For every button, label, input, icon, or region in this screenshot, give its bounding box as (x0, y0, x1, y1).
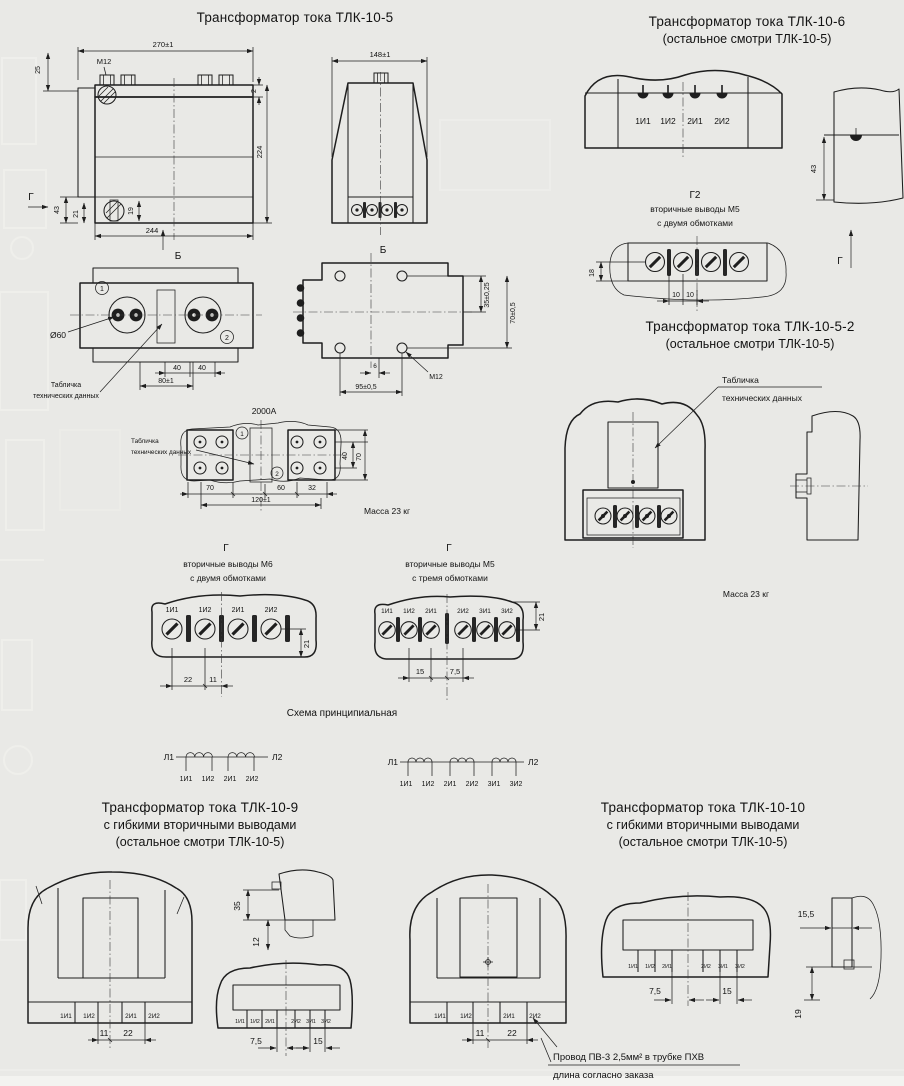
note-nameplate-2: технических данных (722, 393, 802, 403)
tlk105-title: Трансформатор тока ТЛК-10-5 (196, 10, 394, 25)
tap-label: 2И1 (223, 776, 237, 783)
terminal-label: 1И1 (60, 1013, 72, 1020)
screw-icon (730, 253, 749, 272)
coil-icon (408, 758, 432, 762)
dim-21: 21 (537, 612, 546, 622)
callout-1: 1 (240, 431, 244, 438)
terminal-label: 1И1 (434, 1013, 446, 1020)
dim-70: 70 (206, 485, 214, 492)
dim-40a: 40 (173, 365, 181, 372)
dim-d60: Ø60 (49, 330, 67, 340)
terminal-label: 1И2 (83, 1013, 95, 1020)
dim-19: 19 (128, 207, 135, 215)
screw-icon (477, 622, 494, 639)
terminal-label: 2И1 (687, 116, 703, 126)
bolt-icon (850, 135, 862, 141)
terminal-label: 1И1 (235, 1019, 245, 1025)
bottom-view-outline (303, 263, 463, 358)
nameplate-outline (157, 290, 175, 343)
dim-75: 7,5 (250, 1036, 262, 1046)
dim-35: 35±0,25 (484, 282, 491, 308)
dim-75: 7,5 (449, 667, 461, 676)
bolt-icon (100, 75, 114, 85)
screw-icon (367, 205, 378, 216)
screw-icon (674, 253, 693, 272)
dim-43: 43 (809, 164, 818, 174)
dim-15: 15 (415, 667, 425, 676)
terminal-label: 3И1 (718, 964, 728, 970)
tlk105-schematic (164, 708, 539, 788)
screw-icon (595, 508, 611, 524)
screw-icon (702, 253, 721, 272)
tlk109-title-3: (остальное смотри ТЛК-10-5) (115, 835, 285, 849)
terminal-label: 2И2 (714, 116, 730, 126)
screw-icon (379, 622, 396, 639)
screw-icon (401, 622, 418, 639)
dim-224: 224 (255, 145, 264, 159)
dim-270: 270±1 (152, 40, 174, 49)
dim-12: 12 (251, 937, 261, 947)
tlk1010-side-outline (832, 898, 852, 967)
mass-note: Масса 23 кг (364, 506, 411, 516)
dim-15: 15 (313, 1036, 323, 1046)
terminal-label: 2И2 (529, 1013, 541, 1020)
coil-icon (228, 753, 254, 757)
dim-18: 18 (589, 269, 596, 277)
callout-2: 2 (225, 335, 229, 342)
note-nameplate-1: Табличка (131, 438, 159, 445)
tap-label: 1И1 (179, 776, 193, 783)
terminal-label: 1И1 (381, 608, 393, 615)
view-g-label: Г (223, 543, 229, 554)
m5-title-1: вторичные выводы М5 (405, 559, 495, 569)
line-terminal-l2: Л2 (528, 757, 539, 767)
screw-icon (455, 622, 472, 639)
tap-label: 3И1 (487, 781, 501, 788)
dim-19: 19 (793, 1009, 803, 1019)
tlk106-front-outline (585, 71, 782, 149)
bolt-icon (663, 85, 674, 99)
g2-title-2: с двумя обмотками (657, 218, 733, 228)
terminal-label: 2И2 (291, 1019, 301, 1025)
view-g-label: Г (837, 256, 843, 267)
screw-icon (499, 622, 516, 639)
dim-40b: 40 (198, 365, 206, 372)
note-nameplate-2: технических данных (131, 449, 192, 456)
tlk105-bottom-view-b (293, 245, 517, 396)
tlk106-title-2: (остальное смотри ТЛК-10-5) (662, 32, 832, 46)
view-g2-label: Г2 (689, 190, 701, 201)
screw-icon (423, 622, 440, 639)
coil-icon (450, 758, 474, 762)
dim-15: 15 (722, 986, 732, 996)
tap-label: 2И1 (443, 781, 457, 788)
line-terminal-l1: Л1 (387, 757, 398, 767)
dim-2: 2 (251, 89, 258, 93)
terminal-label: 2И1 (503, 1013, 515, 1020)
dim-80: 80±1 (158, 378, 174, 385)
m6-title-1: вторичные выводы М6 (183, 559, 273, 569)
terminal-label: 1И2 (198, 607, 212, 614)
tlk1010-title-1: Трансформатор тока ТЛК-10-10 (600, 800, 806, 815)
bolt-icon (198, 75, 212, 85)
tlk1010-title-2: с гибкими вторичными выводами (606, 818, 800, 832)
view-b-label: Б (379, 245, 387, 256)
dim-70: 70±0,5 (510, 302, 517, 324)
terminal-label: 1И2 (660, 116, 676, 126)
tlk105-bus-view-2000a (131, 406, 410, 516)
note-nameplate-1: Табличка (722, 375, 759, 385)
terminal-label: 1И2 (403, 608, 415, 615)
screw-icon (646, 253, 665, 272)
tlk105-front-view (28, 40, 272, 250)
dim-75: 7,5 (649, 986, 661, 996)
tlk106-title-1: Трансформатор тока ТЛК-10-6 (648, 14, 846, 29)
terminal-label: 2И1 (425, 608, 437, 615)
note-nameplate-1: Табличка (50, 382, 82, 389)
mass-note: Масса 23 кг (722, 589, 770, 599)
screw-icon (228, 619, 248, 639)
terminal-label: 3И1 (479, 608, 491, 615)
dim-10b: 10 (686, 292, 694, 299)
sheet-bottom-strip (0, 1076, 904, 1086)
view-g-label: Г (446, 543, 452, 554)
dim-35: 35 (232, 901, 242, 911)
bolt-icon (121, 75, 135, 85)
dim-22: 22 (507, 1028, 517, 1038)
dim-120: 120±1 (251, 497, 271, 504)
tlk105-side-view (332, 50, 427, 235)
callout-2: 2 (275, 471, 279, 478)
screw-icon (661, 508, 677, 524)
dim-11: 11 (209, 675, 217, 684)
schematic-title: Схема принципиальная (286, 708, 398, 719)
terminal-label: 3И2 (321, 1019, 331, 1025)
bolt-icon (219, 75, 233, 85)
tlk109-section (28, 800, 352, 1056)
view-b-label: Б (174, 251, 182, 262)
dim-60: 60 (277, 485, 285, 492)
terminal-label: 2И2 (457, 608, 469, 615)
dim-22: 22 (183, 675, 193, 684)
tap-label: 2И2 (245, 776, 259, 783)
screw-icon (195, 619, 215, 639)
tap-label: 1И2 (201, 776, 215, 783)
terminal-label: 2И2 (701, 964, 711, 970)
m5-title-2: с тремя обмотками (412, 573, 488, 583)
dim-6: 6 (373, 363, 377, 370)
tlk1010-section (410, 800, 881, 1081)
terminal-label: 1И1 (165, 607, 179, 614)
label-2000a: 2000А (251, 406, 277, 416)
tap-label: 3И2 (509, 781, 523, 788)
m6-title-2: с двумя обмотками (190, 573, 266, 583)
terminal-label: 3И2 (735, 964, 745, 970)
tlk1052-title-2: (остальное смотри ТЛК-10-5) (665, 337, 835, 351)
screw-icon (352, 205, 363, 216)
dim-21: 21 (302, 639, 311, 649)
wire-note-2: длина согласно заказа (553, 1070, 654, 1081)
line-terminal-l2: Л2 (272, 752, 283, 762)
terminal-label: 2И1 (125, 1013, 137, 1020)
dim-32: 32 (308, 485, 316, 492)
terminal-label: 1И2 (460, 1013, 472, 1020)
dim-10a: 10 (672, 292, 680, 299)
front-left-panel (78, 88, 95, 197)
tap-label: 1И1 (399, 781, 413, 788)
tlk106-section (585, 14, 903, 312)
dim-11: 11 (99, 1028, 109, 1038)
tlk105-terminals-m6-view (152, 543, 316, 697)
terminal-label: 3И2 (501, 608, 513, 615)
tlk1010-detail-outline (602, 896, 771, 977)
tap-label: 2И2 (465, 781, 479, 788)
wire-note-1: Провод ПВ-3 2,5мм² в трубке ПХВ (553, 1052, 705, 1063)
dim-m12: М12 (429, 374, 443, 381)
tap-label: 1И2 (421, 781, 435, 788)
tlk109-title-1: Трансформатор тока ТЛК-10-9 (101, 800, 299, 815)
bolt-icon (690, 85, 701, 99)
tlk109-side-outline (279, 870, 335, 920)
dim-11: 11 (475, 1028, 485, 1038)
bolt-icon (374, 73, 388, 83)
dim-244: 244 (145, 226, 159, 235)
tlk1052-side-outline (796, 412, 860, 541)
screw-icon (382, 205, 393, 216)
terminal-label: 3И1 (306, 1019, 316, 1025)
terminal-label: 1И1 (635, 116, 651, 126)
tlk1052-title-1: Трансформатор тока ТЛК-10-5-2 (645, 319, 855, 334)
screw-icon (397, 205, 408, 216)
terminal-label: 2И1 (265, 1019, 275, 1025)
terminal-label: 2И2 (148, 1013, 160, 1020)
screw-icon (261, 619, 281, 639)
dim-25: 25 (35, 66, 42, 74)
terminal-label: 1И2 (645, 964, 655, 970)
screw-icon (162, 619, 182, 639)
tlk1010-title-3: (остальное смотри ТЛК-10-5) (618, 835, 788, 849)
dim-148: 148±1 (369, 50, 391, 59)
view-label-g: Г (28, 192, 34, 203)
terminal-label: 2И1 (662, 964, 672, 970)
coil-icon (186, 753, 212, 757)
terminal-label: 2И1 (231, 607, 245, 614)
tlk109-title-2: с гибкими вторичными выводами (103, 818, 297, 832)
note-nameplate-2: технических данных (33, 393, 99, 400)
dim-m12: М12 (96, 57, 112, 66)
terminal-label: 2И2 (264, 607, 278, 614)
tlk105-top-view-b (33, 251, 262, 400)
terminal-label: 1И2 (250, 1019, 260, 1025)
coil-icon (492, 758, 516, 762)
tlk1052-section (565, 319, 868, 599)
bolt-icon (717, 85, 728, 99)
dim-43: 43 (54, 206, 61, 214)
terminal-label: 1И1 (628, 964, 638, 970)
dim-40v: 40 (342, 452, 349, 460)
dim-21: 21 (73, 210, 80, 218)
callout-1: 1 (100, 286, 104, 293)
g2-title-1: вторичные выводы М5 (650, 204, 740, 214)
line-terminal-l1: Л1 (163, 752, 174, 762)
bolt-icon (638, 85, 649, 99)
tlk106-side-outline (834, 88, 903, 203)
dim-22: 22 (123, 1028, 133, 1038)
tlk105-terminals-m5-view (375, 543, 546, 700)
screw-icon (617, 508, 633, 524)
dim-70v: 70 (356, 453, 363, 461)
screw-icon (639, 508, 655, 524)
dim-95: 95±0,5 (355, 384, 377, 391)
dim-155: 15,5 (797, 909, 815, 919)
